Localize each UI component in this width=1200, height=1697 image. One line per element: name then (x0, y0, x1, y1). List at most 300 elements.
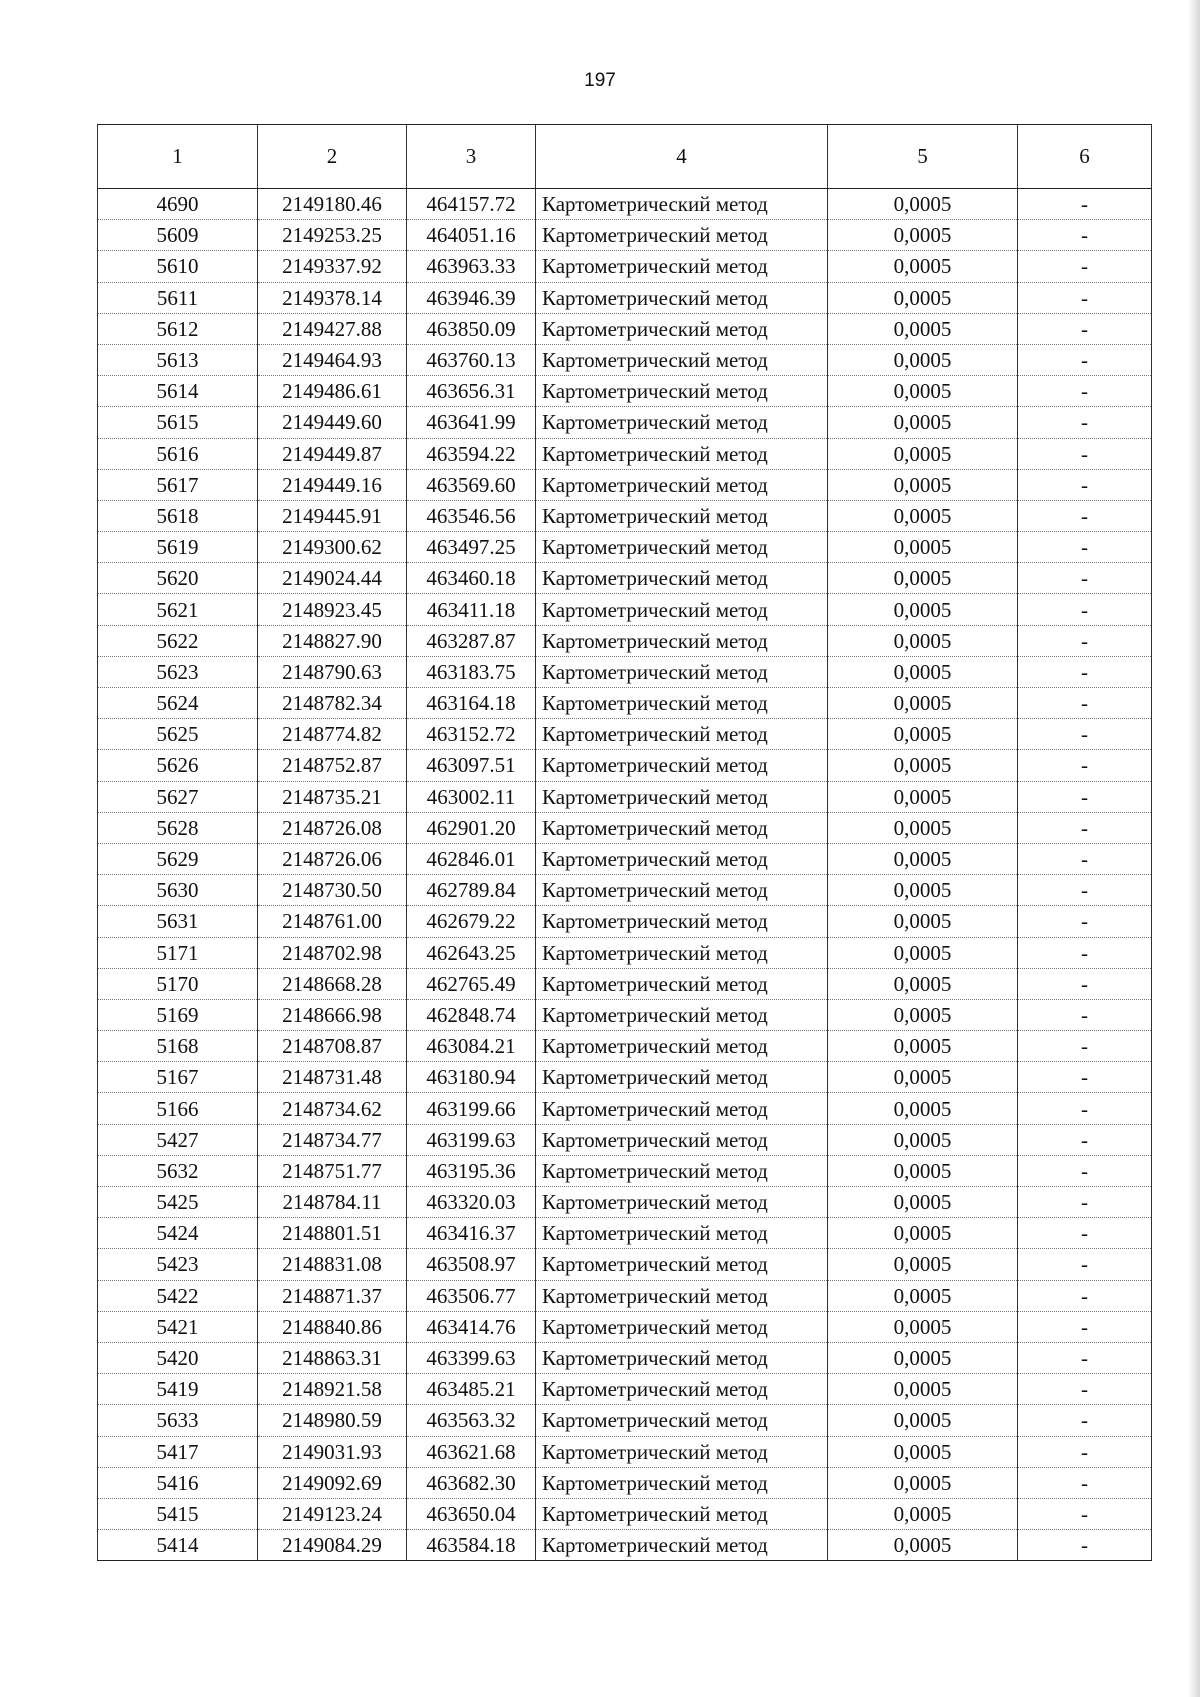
x-coordinate-cell: 2149253.25 (258, 220, 407, 251)
table-row (98, 1530, 1152, 1561)
note-cell: - (1018, 1062, 1152, 1093)
accuracy-cell: 0,0005 (828, 999, 1018, 1030)
note-cell: - (1018, 781, 1152, 812)
accuracy-cell: 0,0005 (828, 1218, 1018, 1249)
point-number-cell: 5171 (98, 937, 258, 968)
point-number-cell: 5417 (98, 1436, 258, 1467)
accuracy-cell: 0,0005 (828, 750, 1018, 781)
accuracy-cell: 0,0005 (828, 937, 1018, 968)
y-coordinate-cell: 463195.36 (407, 1155, 536, 1186)
table-row (98, 1467, 1152, 1498)
note-cell: - (1018, 469, 1152, 500)
point-number-cell: 5622 (98, 625, 258, 656)
method-cell: Картометрический метод (536, 781, 828, 812)
point-number-cell: 5419 (98, 1374, 258, 1405)
point-number-cell: 5624 (98, 688, 258, 719)
y-coordinate-cell: 462789.84 (407, 875, 536, 906)
method-cell: Картометрический метод (536, 1218, 828, 1249)
table-row (98, 1249, 1152, 1280)
note-cell: - (1018, 1467, 1152, 1498)
y-coordinate-cell: 463569.60 (407, 469, 536, 500)
note-cell: - (1018, 500, 1152, 531)
x-coordinate-cell: 2148871.37 (258, 1280, 407, 1311)
x-coordinate-cell: 2149427.88 (258, 313, 407, 344)
accuracy-cell: 0,0005 (828, 875, 1018, 906)
x-coordinate-cell: 2148923.45 (258, 594, 407, 625)
method-cell: Картометрический метод (536, 812, 828, 843)
method-cell: Картометрический метод (536, 656, 828, 687)
table-row (98, 1374, 1152, 1405)
method-cell: Картометрический метод (536, 1405, 828, 1436)
y-coordinate-cell: 463760.13 (407, 344, 536, 375)
accuracy-cell: 0,0005 (828, 625, 1018, 656)
x-coordinate-cell: 2148730.50 (258, 875, 407, 906)
column-header-2: 2 (258, 125, 407, 189)
method-cell: Картометрический метод (536, 968, 828, 999)
point-number-cell: 5626 (98, 750, 258, 781)
method-cell: Картометрический метод (536, 1467, 828, 1498)
y-coordinate-cell: 463584.18 (407, 1530, 536, 1561)
note-cell: - (1018, 875, 1152, 906)
x-coordinate-cell: 2148761.00 (258, 906, 407, 937)
accuracy-cell: 0,0005 (828, 563, 1018, 594)
x-coordinate-cell: 2148827.90 (258, 625, 407, 656)
point-number-cell: 5166 (98, 1093, 258, 1124)
point-number-cell: 5612 (98, 313, 258, 344)
column-header-6: 6 (1018, 125, 1152, 189)
method-cell: Картометрический метод (536, 750, 828, 781)
x-coordinate-cell: 2148782.34 (258, 688, 407, 719)
table-row (98, 875, 1152, 906)
method-cell: Картометрический метод (536, 438, 828, 469)
point-number-cell: 5627 (98, 781, 258, 812)
y-coordinate-cell: 463416.37 (407, 1218, 536, 1249)
column-header-1: 1 (98, 125, 258, 189)
accuracy-cell: 0,0005 (828, 781, 1018, 812)
method-cell: Картометрический метод (536, 688, 828, 719)
y-coordinate-cell: 463546.56 (407, 500, 536, 531)
method-cell: Картометрический метод (536, 1436, 828, 1467)
accuracy-cell: 0,0005 (828, 438, 1018, 469)
x-coordinate-cell: 2149092.69 (258, 1467, 407, 1498)
table-row (98, 625, 1152, 656)
x-coordinate-cell: 2149180.46 (258, 189, 407, 220)
method-cell: Картометрический метод (536, 532, 828, 563)
y-coordinate-cell: 462765.49 (407, 968, 536, 999)
table-row (98, 1093, 1152, 1124)
point-number-cell: 5625 (98, 719, 258, 750)
note-cell: - (1018, 812, 1152, 843)
table-row (98, 313, 1152, 344)
table-row (98, 344, 1152, 375)
point-number-cell: 5420 (98, 1342, 258, 1373)
column-header-3: 3 (407, 125, 536, 189)
method-cell: Картометрический метод (536, 1031, 828, 1062)
table-row (98, 688, 1152, 719)
y-coordinate-cell: 462846.01 (407, 843, 536, 874)
accuracy-cell: 0,0005 (828, 1405, 1018, 1436)
y-coordinate-cell: 463594.22 (407, 438, 536, 469)
x-coordinate-cell: 2149300.62 (258, 532, 407, 563)
note-cell: - (1018, 719, 1152, 750)
note-cell: - (1018, 220, 1152, 251)
table-row (98, 937, 1152, 968)
method-cell: Картометрический метод (536, 220, 828, 251)
method-cell: Картометрический метод (536, 1374, 828, 1405)
table-row (98, 1436, 1152, 1467)
x-coordinate-cell: 2149464.93 (258, 344, 407, 375)
y-coordinate-cell: 463287.87 (407, 625, 536, 656)
accuracy-cell: 0,0005 (828, 1436, 1018, 1467)
point-number-cell: 5423 (98, 1249, 258, 1280)
table-row (98, 781, 1152, 812)
x-coordinate-cell: 2148790.63 (258, 656, 407, 687)
accuracy-cell: 0,0005 (828, 376, 1018, 407)
x-coordinate-cell: 2148921.58 (258, 1374, 407, 1405)
method-cell: Картометрический метод (536, 625, 828, 656)
note-cell: - (1018, 251, 1152, 282)
point-number-cell: 5415 (98, 1498, 258, 1529)
point-number-cell: 5425 (98, 1187, 258, 1218)
y-coordinate-cell: 463460.18 (407, 563, 536, 594)
table-row (98, 1155, 1152, 1186)
x-coordinate-cell: 2149449.60 (258, 407, 407, 438)
table-row (98, 376, 1152, 407)
accuracy-cell: 0,0005 (828, 594, 1018, 625)
point-number-cell: 5631 (98, 906, 258, 937)
method-cell: Картометрический метод (536, 1093, 828, 1124)
note-cell: - (1018, 999, 1152, 1030)
method-cell: Картометрический метод (536, 563, 828, 594)
table-row (98, 1218, 1152, 1249)
table-row (98, 906, 1152, 937)
note-cell: - (1018, 344, 1152, 375)
accuracy-cell: 0,0005 (828, 469, 1018, 500)
point-number-cell: 5427 (98, 1124, 258, 1155)
table-row (98, 594, 1152, 625)
x-coordinate-cell: 2148752.87 (258, 750, 407, 781)
accuracy-cell: 0,0005 (828, 968, 1018, 999)
y-coordinate-cell: 463183.75 (407, 656, 536, 687)
y-coordinate-cell: 463850.09 (407, 313, 536, 344)
table-row (98, 812, 1152, 843)
x-coordinate-cell: 2148668.28 (258, 968, 407, 999)
method-cell: Картометрический метод (536, 999, 828, 1030)
accuracy-cell: 0,0005 (828, 313, 1018, 344)
x-coordinate-cell: 2149486.61 (258, 376, 407, 407)
note-cell: - (1018, 1124, 1152, 1155)
note-cell: - (1018, 282, 1152, 313)
point-number-cell: 5169 (98, 999, 258, 1030)
y-coordinate-cell: 464051.16 (407, 220, 536, 251)
x-coordinate-cell: 2148831.08 (258, 1249, 407, 1280)
note-cell: - (1018, 1436, 1152, 1467)
note-cell: - (1018, 1280, 1152, 1311)
point-number-cell: 5620 (98, 563, 258, 594)
y-coordinate-cell: 463497.25 (407, 532, 536, 563)
note-cell: - (1018, 1031, 1152, 1062)
method-cell: Картометрический метод (536, 1498, 828, 1529)
y-coordinate-cell: 463399.63 (407, 1342, 536, 1373)
x-coordinate-cell: 2148840.86 (258, 1311, 407, 1342)
note-cell: - (1018, 189, 1152, 220)
x-coordinate-cell: 2148731.48 (258, 1062, 407, 1093)
y-coordinate-cell: 463152.72 (407, 719, 536, 750)
accuracy-cell: 0,0005 (828, 1342, 1018, 1373)
table-row (98, 750, 1152, 781)
accuracy-cell: 0,0005 (828, 1467, 1018, 1498)
table-header-row (98, 125, 1152, 189)
accuracy-cell: 0,0005 (828, 532, 1018, 563)
y-coordinate-cell: 462848.74 (407, 999, 536, 1030)
note-cell: - (1018, 1093, 1152, 1124)
accuracy-cell: 0,0005 (828, 656, 1018, 687)
accuracy-cell: 0,0005 (828, 1062, 1018, 1093)
point-number-cell: 5616 (98, 438, 258, 469)
point-number-cell: 5614 (98, 376, 258, 407)
table-row (98, 500, 1152, 531)
note-cell: - (1018, 843, 1152, 874)
x-coordinate-cell: 2148774.82 (258, 719, 407, 750)
x-coordinate-cell: 2148734.62 (258, 1093, 407, 1124)
x-coordinate-cell: 2149449.16 (258, 469, 407, 500)
point-number-cell: 5615 (98, 407, 258, 438)
column-header-4: 4 (536, 125, 828, 189)
accuracy-cell: 0,0005 (828, 282, 1018, 313)
x-coordinate-cell: 2149031.93 (258, 1436, 407, 1467)
point-number-cell: 5628 (98, 812, 258, 843)
method-cell: Картометрический метод (536, 251, 828, 282)
table-row (98, 1280, 1152, 1311)
note-cell: - (1018, 1342, 1152, 1373)
method-cell: Картометрический метод (536, 594, 828, 625)
accuracy-cell: 0,0005 (828, 906, 1018, 937)
point-number-cell: 5617 (98, 469, 258, 500)
point-number-cell: 5621 (98, 594, 258, 625)
table-row (98, 1342, 1152, 1373)
y-coordinate-cell: 463084.21 (407, 1031, 536, 1062)
y-coordinate-cell: 464157.72 (407, 189, 536, 220)
y-coordinate-cell: 463164.18 (407, 688, 536, 719)
accuracy-cell: 0,0005 (828, 1498, 1018, 1529)
accuracy-cell: 0,0005 (828, 407, 1018, 438)
x-coordinate-cell: 2148726.08 (258, 812, 407, 843)
accuracy-cell: 0,0005 (828, 1530, 1018, 1561)
accuracy-cell: 0,0005 (828, 220, 1018, 251)
y-coordinate-cell: 463508.97 (407, 1249, 536, 1280)
note-cell: - (1018, 656, 1152, 687)
point-number-cell: 5619 (98, 532, 258, 563)
y-coordinate-cell: 463199.63 (407, 1124, 536, 1155)
table-row (98, 438, 1152, 469)
table-row (98, 282, 1152, 313)
note-cell: - (1018, 313, 1152, 344)
point-number-cell: 5167 (98, 1062, 258, 1093)
note-cell: - (1018, 688, 1152, 719)
x-coordinate-cell: 2149123.24 (258, 1498, 407, 1529)
note-cell: - (1018, 532, 1152, 563)
method-cell: Картометрический метод (536, 1530, 828, 1561)
accuracy-cell: 0,0005 (828, 1093, 1018, 1124)
note-cell: - (1018, 1155, 1152, 1186)
method-cell: Картометрический метод (536, 1124, 828, 1155)
accuracy-cell: 0,0005 (828, 1124, 1018, 1155)
table-row (98, 719, 1152, 750)
point-number-cell: 5632 (98, 1155, 258, 1186)
y-coordinate-cell: 463414.76 (407, 1311, 536, 1342)
point-number-cell: 5611 (98, 282, 258, 313)
x-coordinate-cell: 2149337.92 (258, 251, 407, 282)
x-coordinate-cell: 2148726.06 (258, 843, 407, 874)
method-cell: Картометрический метод (536, 937, 828, 968)
coordinates-table (97, 124, 1152, 1561)
accuracy-cell: 0,0005 (828, 500, 1018, 531)
note-cell: - (1018, 407, 1152, 438)
y-coordinate-cell: 463411.18 (407, 594, 536, 625)
x-coordinate-cell: 2148784.11 (258, 1187, 407, 1218)
x-coordinate-cell: 2149445.91 (258, 500, 407, 531)
table-row (98, 1031, 1152, 1062)
method-cell: Картометрический метод (536, 189, 828, 220)
note-cell: - (1018, 376, 1152, 407)
table-row (98, 563, 1152, 594)
y-coordinate-cell: 463097.51 (407, 750, 536, 781)
method-cell: Картометрический метод (536, 906, 828, 937)
y-coordinate-cell: 462901.20 (407, 812, 536, 843)
point-number-cell: 5633 (98, 1405, 258, 1436)
table-row (98, 1498, 1152, 1529)
accuracy-cell: 0,0005 (828, 1311, 1018, 1342)
y-coordinate-cell: 463180.94 (407, 1062, 536, 1093)
table-body (98, 189, 1152, 1561)
table-row (98, 189, 1152, 220)
x-coordinate-cell: 2149449.87 (258, 438, 407, 469)
method-cell: Картометрический метод (536, 376, 828, 407)
table-row (98, 220, 1152, 251)
column-header-5: 5 (828, 125, 1018, 189)
x-coordinate-cell: 2149378.14 (258, 282, 407, 313)
point-number-cell: 5414 (98, 1530, 258, 1561)
accuracy-cell: 0,0005 (828, 189, 1018, 220)
y-coordinate-cell: 463641.99 (407, 407, 536, 438)
method-cell: Картометрический метод (536, 469, 828, 500)
y-coordinate-cell: 463199.66 (407, 1093, 536, 1124)
y-coordinate-cell: 463621.68 (407, 1436, 536, 1467)
table-row (98, 532, 1152, 563)
note-cell: - (1018, 1405, 1152, 1436)
method-cell: Картометрический метод (536, 1311, 828, 1342)
accuracy-cell: 0,0005 (828, 1187, 1018, 1218)
x-coordinate-cell: 2148980.59 (258, 1405, 407, 1436)
y-coordinate-cell: 462643.25 (407, 937, 536, 968)
table-row (98, 1062, 1152, 1093)
table-row (98, 1405, 1152, 1436)
scan-edge-shadow (1188, 0, 1200, 1697)
point-number-cell: 5168 (98, 1031, 258, 1062)
x-coordinate-cell: 2148801.51 (258, 1218, 407, 1249)
accuracy-cell: 0,0005 (828, 344, 1018, 375)
y-coordinate-cell: 463485.21 (407, 1374, 536, 1405)
point-number-cell: 5416 (98, 1467, 258, 1498)
note-cell: - (1018, 1311, 1152, 1342)
accuracy-cell: 0,0005 (828, 1155, 1018, 1186)
method-cell: Картометрический метод (536, 1342, 828, 1373)
method-cell: Картометрический метод (536, 282, 828, 313)
note-cell: - (1018, 1218, 1152, 1249)
x-coordinate-cell: 2148708.87 (258, 1031, 407, 1062)
point-number-cell: 5424 (98, 1218, 258, 1249)
y-coordinate-cell: 463320.03 (407, 1187, 536, 1218)
table-row (98, 843, 1152, 874)
note-cell: - (1018, 563, 1152, 594)
y-coordinate-cell: 462679.22 (407, 906, 536, 937)
note-cell: - (1018, 968, 1152, 999)
x-coordinate-cell: 2148734.77 (258, 1124, 407, 1155)
point-number-cell: 4690 (98, 189, 258, 220)
note-cell: - (1018, 438, 1152, 469)
note-cell: - (1018, 1530, 1152, 1561)
accuracy-cell: 0,0005 (828, 1249, 1018, 1280)
note-cell: - (1018, 1498, 1152, 1529)
accuracy-cell: 0,0005 (828, 719, 1018, 750)
table-row (98, 251, 1152, 282)
method-cell: Картометрический метод (536, 1249, 828, 1280)
x-coordinate-cell: 2149084.29 (258, 1530, 407, 1561)
x-coordinate-cell: 2148863.31 (258, 1342, 407, 1373)
point-number-cell: 5609 (98, 220, 258, 251)
method-cell: Картометрический метод (536, 1155, 828, 1186)
note-cell: - (1018, 1374, 1152, 1405)
y-coordinate-cell: 463963.33 (407, 251, 536, 282)
point-number-cell: 5623 (98, 656, 258, 687)
method-cell: Картометрический метод (536, 1187, 828, 1218)
point-number-cell: 5629 (98, 843, 258, 874)
accuracy-cell: 0,0005 (828, 251, 1018, 282)
note-cell: - (1018, 906, 1152, 937)
x-coordinate-cell: 2148702.98 (258, 937, 407, 968)
method-cell: Картометрический метод (536, 407, 828, 438)
x-coordinate-cell: 2148735.21 (258, 781, 407, 812)
x-coordinate-cell: 2148751.77 (258, 1155, 407, 1186)
note-cell: - (1018, 594, 1152, 625)
point-number-cell: 5610 (98, 251, 258, 282)
accuracy-cell: 0,0005 (828, 843, 1018, 874)
method-cell: Картометрический метод (536, 875, 828, 906)
accuracy-cell: 0,0005 (828, 1031, 1018, 1062)
y-coordinate-cell: 463682.30 (407, 1467, 536, 1498)
point-number-cell: 5613 (98, 344, 258, 375)
method-cell: Картометрический метод (536, 719, 828, 750)
y-coordinate-cell: 463656.31 (407, 376, 536, 407)
method-cell: Картометрический метод (536, 313, 828, 344)
point-number-cell: 5630 (98, 875, 258, 906)
point-number-cell: 5170 (98, 968, 258, 999)
table-row (98, 999, 1152, 1030)
table-row (98, 656, 1152, 687)
table-row (98, 1187, 1152, 1218)
accuracy-cell: 0,0005 (828, 812, 1018, 843)
page-number: 197 (584, 70, 616, 91)
note-cell: - (1018, 1249, 1152, 1280)
point-number-cell: 5421 (98, 1311, 258, 1342)
accuracy-cell: 0,0005 (828, 1374, 1018, 1405)
accuracy-cell: 0,0005 (828, 1280, 1018, 1311)
x-coordinate-cell: 2149024.44 (258, 563, 407, 594)
note-cell: - (1018, 1187, 1152, 1218)
method-cell: Картометрический метод (536, 500, 828, 531)
y-coordinate-cell: 463002.11 (407, 781, 536, 812)
method-cell: Картометрический метод (536, 1062, 828, 1093)
